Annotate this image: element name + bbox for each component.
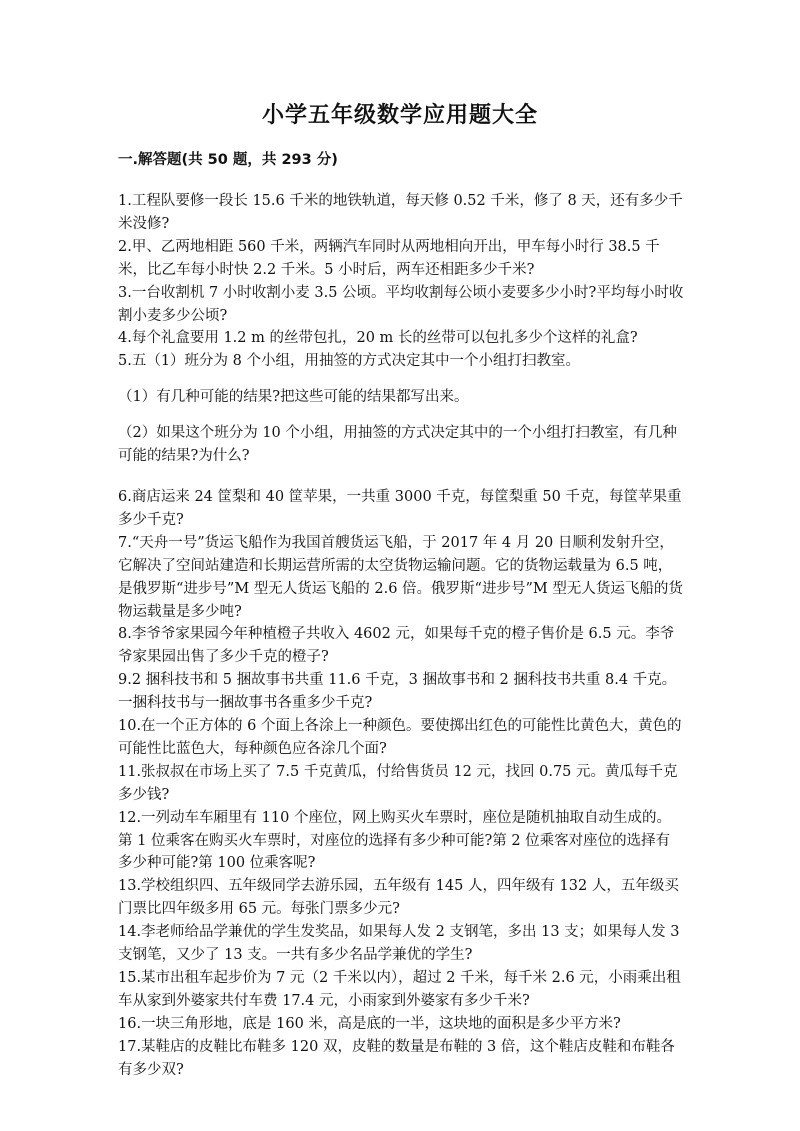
question-17: 17.某鞋店的皮鞋比布鞋多 120 双，皮鞋的数量是布鞋的 3 倍，这个鞋店皮鞋和布鞋各有多少双? <box>118 1038 675 1078</box>
question-4: 4.每个礼盒要用 1.2 m 的丝带包扎，20 m 长的丝带可以包扎多少个这样的礼盒? <box>118 330 638 347</box>
question-2: 2.甲、乙两地相距 560 千米，两辆汽车同时从两地相向开出，甲车每小时行 38.5 千米，比乙车每小时快 2.2 千米。5 小时后，两车还相距多少千米? <box>118 238 660 278</box>
question-3: 3.一台收割机 7 小时收割小麦 3.5 公顷。平均收割每公顷小麦要多少小时?平均每小时收割小麦多少公顷? <box>118 284 684 324</box>
question-14: 14.李老师给品学兼优的学生发奖品，如果每人发 2 支钢笔，多出 13 支；如果每人发 3 支钢笔，又少了 13 支。一共有多少名品学兼优的学生? <box>118 924 680 964</box>
question-11: 11.张叔叔在市场上买了 7.5 千克黄瓜，付给售货员 12 元，找回 0.75 元。黄瓜每千克多少钱? <box>118 763 678 803</box>
question-5: 5.五（1）班分为 8 个小组，用抽签的方式决定其中一个小组打扫教室。 <box>118 353 581 370</box>
question-5-part-1: （1）有几种可能的结果?把这些可能的结果都写出来。 <box>118 389 469 406</box>
question-10: 10.在一个正方体的 6 个面上各涂上一种颜色。要使掷出红色的可能性比黄色大，黄色的可能性比蓝色大，每种颜色应各涂几个面? <box>118 718 682 757</box>
question-5-part-2: （2）如果这个班分为 10 个小组，用抽签的方式决定其中的一个小组打扫教室，有几种可能的结果?为什么? <box>118 425 677 465</box>
question-1: 1.工程队要修一段长 15.6 千米的地铁轨道，每天修 0.52 千米，修了 8 天，还有多少千米没修? <box>118 193 683 232</box>
question-8: 8.李爷爷家果园今年种植橙子共收入 4602 元，如果每千克的橙子售价是 6.5 元。李爷爷家果园出售了多少千克的橙子? <box>118 626 675 666</box>
question-6: 6.商店运来 24 筐梨和 40 筐苹果，一共重 3000 千克，每筐梨重 50 千克，每筐苹果重多少千克? <box>118 488 682 528</box>
page-title: 小学五年级数学应用题大全 <box>261 103 538 128</box>
question-13: 13.学校组织四、五年级同学去游乐园，五年级有 145 人，四年级有 132 人，五年级买门票比四年级多用 65 元。每张门票多少元? <box>118 878 679 918</box>
question-15: 15.某市出租车起步价为 7 元（2 千米以内），超过 2 千米，每千米 2.6 元，小雨乘出租车从家到外婆家共付车费 17.4 元，小雨家到外婆家有多少千米? <box>118 970 681 1009</box>
question-9: 9.2 捆科技书和 5 捆故事书共重 11.6 千克，3 捆故事书和 2 捆科技书共重 8.4 千克。一捆科技书与一捆故事书各重多少千克? <box>118 672 677 712</box>
question-16: 16.一块三角形地，底是 160 米，高是底的一半，这块地的面积是多少平方米? <box>118 1015 621 1032</box>
section-heading: 一.解答题(共 50 题，共 293 分) <box>118 152 338 168</box>
question-7: 7.“天舟一号”货运飞船作为我国首艘货运飞船，于 2017 年 4 月 20 日顺利发射升空，它解决了空间站建造和长期运营所需的太空货物运输问题。它的货物运载量为 6.5 吨，是俄罗斯“进步号”M 型无人货运飞船的 2.6 倍。俄罗斯“进步号”M 型无人货运飞船的货物运载量是多少吨? <box>118 534 683 620</box>
question-list <box>118 190 684 1082</box>
question-12: 12.一列动车车厢里有 110 个座位，网上购买火车票时，座位是随机抽取自动生成的。第 1 位乘客在购买火车票时，对座位的选择有多少种可能?第 2 位乘客对座位的选择有多少种可能?第 100 位乘客呢? <box>118 809 671 872</box>
